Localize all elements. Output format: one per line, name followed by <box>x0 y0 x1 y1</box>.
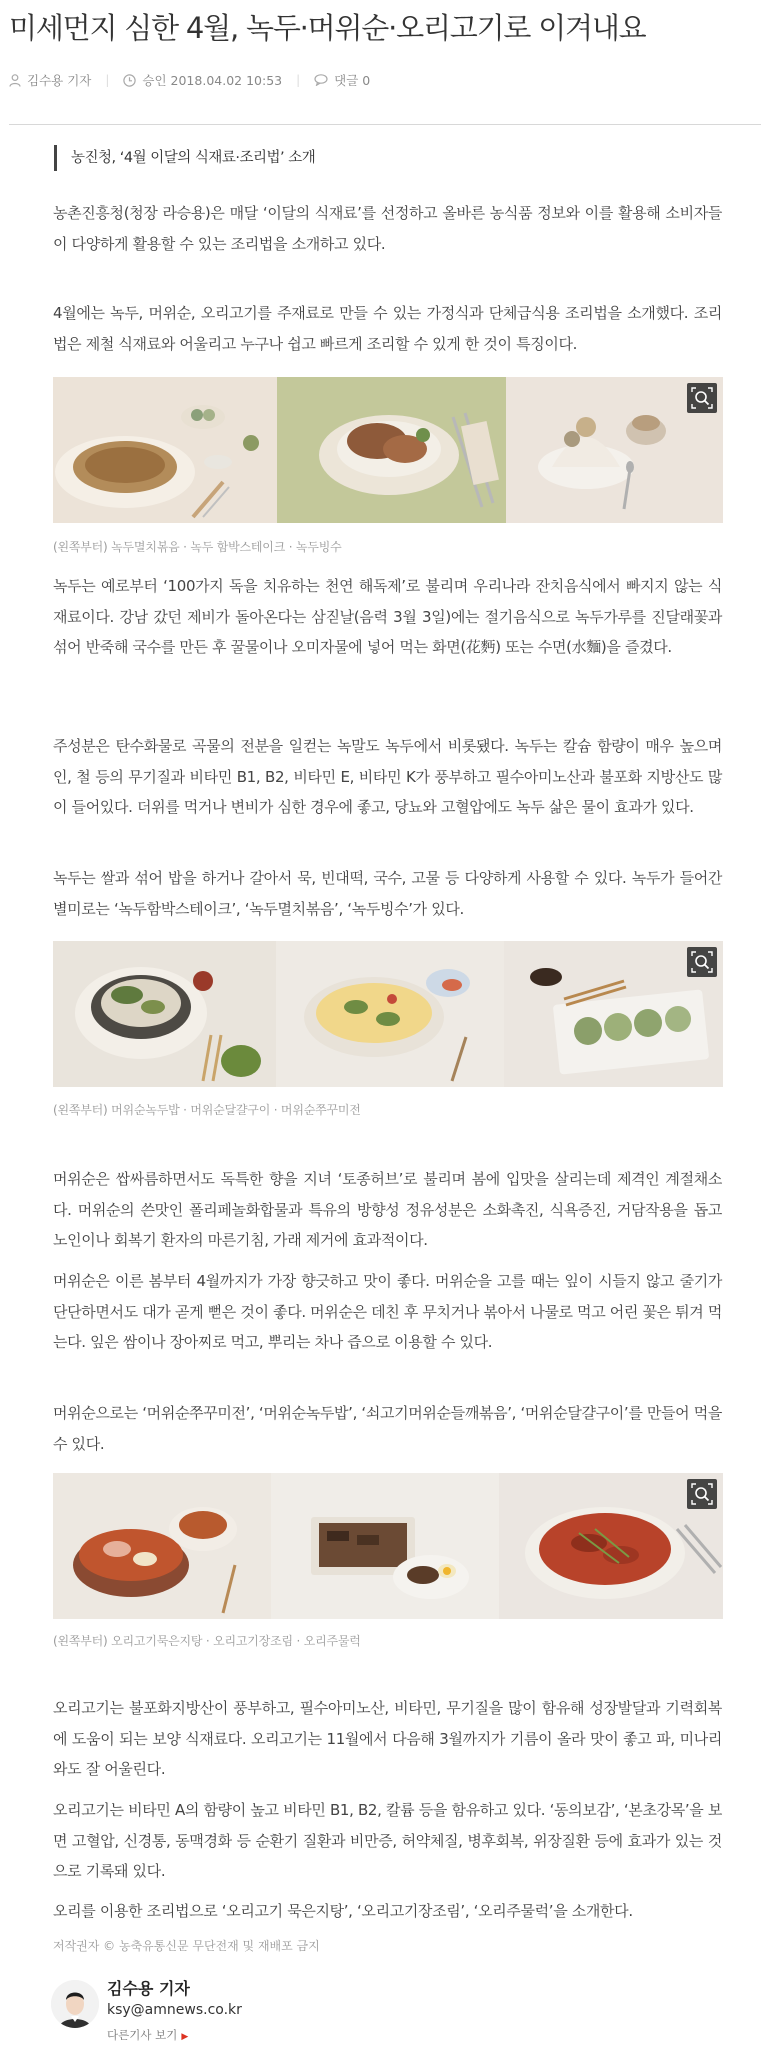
photo-duck-jumulleok <box>499 1473 723 1619</box>
body-paragraph: 녹두는 예로부터 ‘100가지 독을 치유하는 천연 해독제’로 불리며 우리나라 잔치음식에서 빠지지 않는 식재료이다. 강남 갔던 제비가 돌아온다는 삼짇날(음력 3월 3일)에는 절기음식으로 녹두가루를 진달래꽃과 섞어 반죽해 국수를 만든 후 꿀물이나 오미자물에 넣어 먹는 화면(花麪) 또는 수면(水麵)을 즐겼다. <box>53 577 722 656</box>
body-paragraph: 오리고기는 불포화지방산이 풍부하고, 필수아미노산, 비타민, 무기질을 많이 함유해 성장발달과 기력회복에 도움이 되는 보양 식재료다. 오리고기는 11월에서 다음해 3월까지가 기름이 올라 맛이 좋고 파, 미나리와도 잘 어울린다. <box>53 1699 722 1778</box>
photo-mungbean-hamburg-steak <box>277 377 506 523</box>
photo-caption: (왼쪽부터) 머위순녹두밥 · 머위순달걀구이 · 머위순쭈꾸미전 <box>53 1103 361 1117</box>
clock-icon <box>123 74 136 87</box>
photo-caption: (왼쪽부터) 오리고기묵은지탕 · 오리고기장조림 · 오리주물럭 <box>53 1634 361 1648</box>
photo-mungbean-bingsu <box>506 377 723 523</box>
approved-meta <box>123 71 282 89</box>
approved-datetime: 승인 2018.04.02 10:53 <box>142 73 283 88</box>
body-paragraph: 머위순은 쌉싸름하면서도 독특한 향을 지녀 ‘토종허브’로 불리며 봄에 입맛을 살리는데 제격인 계절채소다. 머위순의 쓴맛인 폴리페놀화합물과 특유의 방향성 정유성분은 소화촉진, 식욕증진, 거담작용을 돕고 노인이나 회복기 환자의 마른기침, 가래 제거에 효과적이다. <box>53 1170 722 1249</box>
body-paragraph: 녹두는 쌀과 섞어 밥을 하거나 갈아서 묵, 빈대떡, 국수, 고물 등 다양하게 사용할 수 있다. 녹두가 들어간 별미로는 ‘녹두함박스테이크’, ‘녹두멸치볶음’, ‘녹두빙수’가 있다. <box>53 869 722 918</box>
author-email[interactable]: ksy@amnews.co.kr <box>107 2002 242 2018</box>
body-paragraph: 주성분은 탄수화물로 곡물의 전분을 일컫는 녹말도 녹두에서 비롯됐다. 녹두는 칼슘 함량이 매우 높으며 인, 철 등의 무기질과 비타민 B1, B2, 비타민 E, 비타민 K가 풍부하고 필수아미노산과 불포화 지방산도 많이 들어있다. 더위를 먹거나 변비가 심한 경우에 좋고, 당뇨와 고혈압에도 녹두 삶은 물이 효과가 있다. <box>53 737 722 816</box>
magnifier-zoom-icon[interactable] <box>687 383 717 413</box>
photo-mungbean-anchovy <box>53 377 277 523</box>
photo-duck-kimchi-stew <box>53 1473 271 1619</box>
body-paragraph: 오리고기는 비타민 A의 함량이 높고 비타민 B1, B2, 칼륨 등을 함유하고 있다. ‘동의보감’, ‘본초강목’을 보면 고혈압, 신경통, 동맥경화 등 순환기 질환과 비만증, 허약체질, 병후회복, 위장질환 등에 효과가 있는 것으로 기록돼 있다. <box>53 1801 722 1880</box>
magnifier-zoom-icon[interactable] <box>687 1479 717 1509</box>
meta-divider: | <box>105 73 110 87</box>
photo-caption: (왼쪽부터) 녹두멸치볶음 · 녹두 함박스테이크 · 녹두빙수 <box>53 540 342 554</box>
photo-butterbur-dishes[interactable] <box>53 941 723 1087</box>
photo-mungbean-dishes[interactable] <box>53 377 723 523</box>
reporter-meta[interactable] <box>9 71 91 89</box>
body-paragraph: 머위순으로는 ‘머위순쭈꾸미전’, ‘머위순녹두밥’, ‘쇠고기머위순들깨볶음’, ‘머위순달걀구이’를 만들어 먹을 수 있다. <box>53 1404 722 1453</box>
article-subheading: 농진청, ‘4월 이달의 식재료·조리법’ 소개 <box>54 145 315 171</box>
photo-butterbur-jjukkumi-jeon <box>504 941 723 1087</box>
author-name: 김수용 기자 <box>107 1979 190 1998</box>
comments-count: 댓글 0 <box>334 73 371 88</box>
reporter-name: 김수용 기자 <box>27 73 92 88</box>
copyright-notice: 저작권자 © 농축유통신문 무단전재 및 재배포 금지 <box>53 1939 320 1953</box>
article-title: 미세먼지 심한 4월, 녹두·머위순·오리고기로 이겨내요 <box>9 11 646 45</box>
header-divider <box>9 124 761 125</box>
body-paragraph: 4월에는 녹두, 머위순, 오리고기를 주재료로 만들 수 있는 가정식과 단체급식용 조리법을 소개했다. 조리법은 제철 식재료와 어울리고 누구나 쉽고 빠르게 조리할 수 있게 한 것이 특징이다. <box>53 304 722 353</box>
speech-bubble-icon <box>314 74 328 86</box>
body-paragraph: 오리를 이용한 조리법으로 ‘오리고기 묵은지탕’, ‘오리고기장조림’, ‘오리주물럭’을 소개한다. <box>53 1902 633 1920</box>
person-icon <box>9 74 21 87</box>
more-articles-label: 다른기사 보기 <box>107 2028 178 2042</box>
meta-divider: | <box>296 73 301 87</box>
body-paragraph: 머위순은 이른 봄부터 4월까지가 가장 향긋하고 맛이 좋다. 머위순을 고를 때는 잎이 시들지 않고 줄기가 단단하면서도 대가 곧게 뻗은 것이 좋다. 머위순은 데친 후 무치거나 볶아서 나물로 먹고 어린 꽃은 튀겨 먹는다. 잎은 쌈이나 장아찌로 먹고, 뿌리는 차나 즙으로 이용할 수 있다. <box>53 1272 722 1351</box>
photo-butterbur-mungbean-rice <box>53 941 276 1087</box>
article-meta <box>9 70 370 90</box>
more-articles-link[interactable] <box>107 2027 188 2043</box>
photo-butterbur-egg-bake <box>276 941 504 1087</box>
photo-duck-soy-braise <box>271 1473 499 1619</box>
triangle-right-icon: ▶ <box>181 2032 189 2042</box>
photo-duck-dishes[interactable] <box>53 1473 723 1619</box>
comments-meta[interactable] <box>314 71 370 89</box>
body-paragraph: 농촌진흥청(청장 라승용)은 매달 ‘이달의 식재료’를 선정하고 올바른 농식품 정보와 이를 활용해 소비자들이 다양하게 활용할 수 있는 조리법을 소개하고 있다. <box>53 204 722 253</box>
magnifier-zoom-icon[interactable] <box>687 947 717 977</box>
avatar <box>51 1980 99 2028</box>
